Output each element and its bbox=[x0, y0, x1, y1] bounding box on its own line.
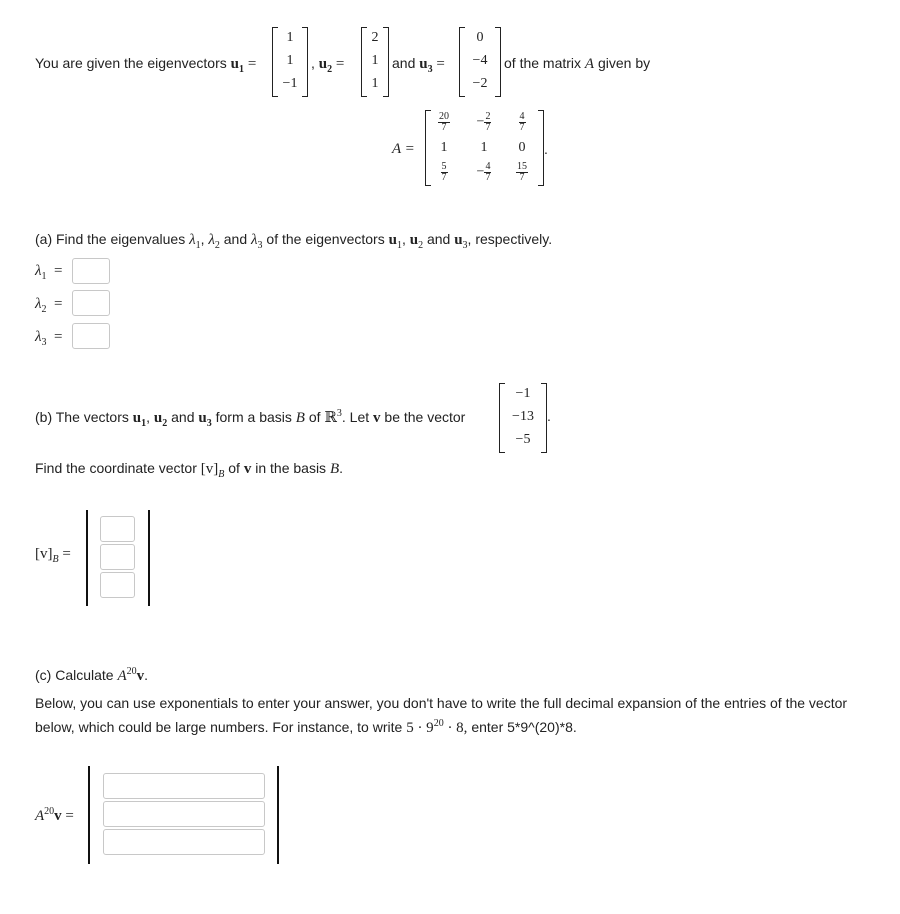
lambda3-input[interactable] bbox=[72, 323, 110, 349]
u1-entry-1: 1 bbox=[286, 30, 294, 45]
part-c-title: (c) Calculate $A^{20}v$. bbox=[35, 666, 149, 684]
result-right-bar bbox=[277, 766, 279, 864]
matrix-entry-3-3: $\frac{15}{7}$ bbox=[517, 161, 527, 183]
matrix-entry-3-2: − $\frac{4}{7}$ bbox=[476, 161, 491, 183]
and-text: and bbox=[392, 55, 416, 71]
v-entry-2: −13 bbox=[512, 409, 534, 424]
result-input-1[interactable] bbox=[103, 773, 265, 799]
u3-label: $u_3$ bbox=[419, 56, 433, 75]
v-period: . bbox=[547, 408, 551, 424]
u3-entry-2: −4 bbox=[472, 53, 488, 68]
lambda3-label: $\lambda_3$ = bbox=[35, 329, 63, 348]
part-b-find: Find the coordinate vector $[v]_B$ of v in the basis B. bbox=[35, 460, 344, 480]
matrix-grid bbox=[426, 110, 543, 186]
u1-entry-2: 1 bbox=[286, 53, 294, 68]
u2-label: $u_2$ bbox=[318, 56, 333, 75]
lambda2-input[interactable] bbox=[72, 290, 110, 316]
u3-vector bbox=[459, 27, 501, 97]
lambda1-label: $\lambda_1$ = bbox=[35, 263, 63, 282]
u3-label-line: and $u_3$ = bbox=[392, 55, 445, 75]
intro-text-before: You are given the eigenvectors bbox=[35, 55, 227, 71]
result-input-2[interactable] bbox=[103, 801, 265, 827]
matrix-period: . bbox=[544, 141, 548, 157]
u1-vector bbox=[272, 27, 308, 97]
coord-input-3[interactable] bbox=[100, 572, 135, 598]
part-b-prompt: (b) The vectors $u_1$, $u_2$ and $u_3$ form a basis B of ℝ$^3$. Let v be the vector bbox=[35, 408, 466, 429]
v-entry-1: −1 bbox=[515, 386, 531, 401]
u3-entry-3: −2 bbox=[472, 76, 488, 91]
result-label: $A^{20}v$ = bbox=[35, 806, 74, 824]
u2-label-line: , $u_2$ = bbox=[311, 55, 345, 75]
intro-text-after: of the matrix A given by bbox=[504, 55, 651, 72]
u2-entry-2: 1 bbox=[371, 53, 379, 68]
matrix-entry-3-1: $\frac{5}{7}$ bbox=[441, 161, 447, 183]
u2-entry-3: 1 bbox=[371, 76, 379, 91]
matrix-entry-2-1: 1 bbox=[440, 140, 448, 155]
coord-input-1[interactable] bbox=[100, 516, 135, 542]
u2-entry-1: 2 bbox=[371, 30, 379, 45]
part-c-desc-2: below, which could be large numbers. For instance, to write $5 \cdot 9^{20} \cdot 8$, enter 5*9^(20)*8. bbox=[35, 718, 577, 736]
matrix-name: A bbox=[584, 56, 595, 72]
coord-left-bar bbox=[86, 510, 88, 606]
result-input-3[interactable] bbox=[103, 829, 265, 855]
coord-label: $[v]_B$ = bbox=[35, 546, 71, 565]
intro-text: You are given the eigenvectors $u_1$ = bbox=[35, 55, 257, 75]
u1-entry-3: −1 bbox=[282, 76, 298, 91]
u3-entry-1: 0 bbox=[476, 30, 484, 45]
part-c-desc-1: Below, you can use exponentials to enter your answer, you don't have to write the full decimal expansion of the entries of the vector bbox=[35, 695, 848, 711]
matrix-a bbox=[425, 110, 544, 186]
coord-input-2[interactable] bbox=[100, 544, 135, 570]
coord-right-bar bbox=[148, 510, 150, 606]
v-entry-3: −5 bbox=[515, 432, 531, 447]
u2-vector bbox=[361, 27, 389, 97]
u1-label: $u_1$ bbox=[230, 56, 244, 75]
lambda1-input[interactable] bbox=[72, 258, 110, 284]
matrix-entry-1-3: $\frac{4}{7}$ bbox=[519, 111, 525, 133]
matrix-entry-1-1: $\frac{20}{7}$ bbox=[439, 111, 449, 133]
matrix-entry-1-2: − $\frac{2}{7}$ bbox=[476, 111, 491, 133]
matrix-entry-2-3: 0 bbox=[518, 140, 526, 155]
matrix-entry-2-2: 1 bbox=[480, 140, 488, 155]
v-vector bbox=[499, 383, 547, 453]
lambda2-label: $\lambda_2$ = bbox=[35, 296, 63, 315]
part-a-prompt: (a) Find the eigenvalues $\lambda_1$, $\lambda_2$ and $\lambda_3$ of the eigenvectors $u_1$, $u_2$ and $u_3$, respectively. bbox=[35, 231, 553, 251]
matrix-label: A = bbox=[392, 141, 415, 157]
result-left-bar bbox=[88, 766, 90, 864]
